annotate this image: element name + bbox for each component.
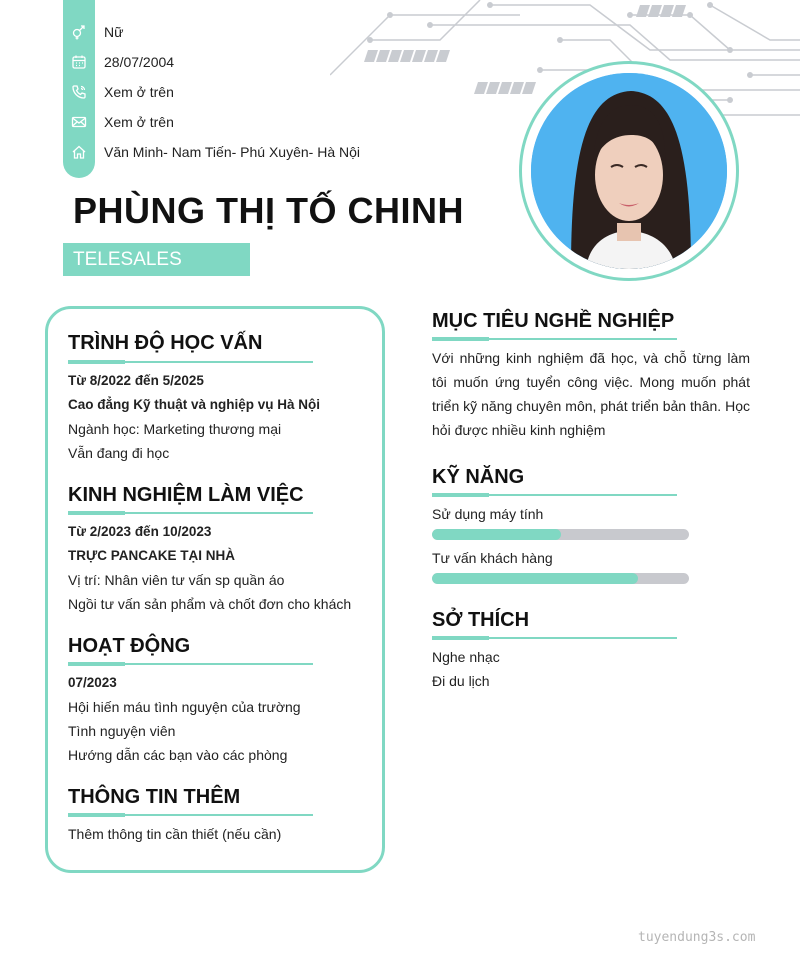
contact-birthdate — [63, 47, 483, 77]
education-underline — [68, 361, 313, 363]
phone-icon — [63, 77, 95, 107]
skill-bar-fill — [432, 529, 561, 540]
hobby-item: Nghe nhạc — [432, 649, 500, 665]
experience-company: TRỰC PANCAKE TẠI NHÀ — [68, 548, 235, 563]
skill-bar-fill — [432, 573, 638, 584]
email-icon — [63, 107, 95, 137]
activities-underline — [68, 663, 313, 665]
extra-underline — [68, 814, 313, 816]
education-title: TRÌNH ĐỘ HỌC VẤN — [68, 332, 263, 354]
position-badge: TELESALES — [63, 243, 250, 276]
contact-gender — [63, 17, 483, 47]
extra-title: THÔNG TIN THÊM — [68, 786, 241, 808]
avatar — [531, 73, 727, 269]
calendar-icon — [63, 47, 95, 77]
objective-text: Với những kinh nghiệm đã học, và chỗ từng làm tôi muốn ứng tuyển công việc. Mong muốn phát triển kỹ năng chuyên môn, phát triển bản thân. Học hỏi được nhiều kinh nghiệm — [432, 350, 750, 438]
skill-bar-track — [432, 529, 689, 540]
home-icon — [63, 137, 95, 167]
skill-label: Tư vấn khách hàng — [432, 550, 553, 566]
candidate-name: PHÙNG THỊ TỐ CHINH — [73, 190, 464, 231]
address-text: Văn Minh- Nam Tiến- Phú Xuyên- Hà Nội — [104, 144, 360, 160]
hobbies-title: SỞ THÍCH — [432, 609, 530, 631]
education-school: Cao đẳng Kỹ thuật và nghiệp vụ Hà Nội — [68, 397, 321, 412]
gender-icon — [63, 17, 95, 47]
objective-underline — [432, 338, 677, 340]
contact-phone — [63, 77, 483, 107]
skills-title: KỸ NĂNG — [432, 466, 525, 488]
extra-text: Thêm thông tin cần thiết (nếu cần) — [68, 826, 282, 842]
skill-label: Sử dụng máy tính — [432, 506, 544, 522]
education-period: Từ 8/2022 đến 5/2025 — [68, 373, 204, 388]
experience-period: Từ 2/2023 đến 10/2023 — [68, 524, 212, 539]
experience-underline — [68, 512, 313, 514]
experience-role: Vị trí: Nhân viên tư vấn sp quần áo — [68, 572, 285, 588]
hobby-item: Đi du lịch — [432, 673, 490, 689]
contact-address — [63, 137, 483, 167]
gender-text: Nữ — [104, 24, 124, 40]
objective-title: MỤC TIÊU NGHỀ NGHIỆP — [432, 310, 675, 332]
education-major: Ngành học: Marketing thương mại — [68, 421, 282, 437]
activity-item: Hội hiến máu tình nguyện của trường — [68, 699, 301, 715]
experience-desc: Ngồi tư vấn sản phẩm và chốt đơn cho khách — [68, 596, 352, 612]
birthdate-text: 28/07/2004 — [104, 54, 175, 70]
activity-item: Hướng dẫn các bạn vào các phòng — [68, 747, 288, 763]
skills-underline — [432, 494, 677, 496]
email-text: Xem ở trên — [104, 114, 174, 130]
contact-email — [63, 107, 483, 137]
activity-item: Tình nguyện viên — [68, 723, 176, 739]
activities-title: HOẠT ĐỘNG — [68, 635, 191, 657]
activities-period: 07/2023 — [68, 675, 117, 690]
experience-title: KINH NGHIỆM LÀM VIỆC — [68, 484, 304, 506]
hobbies-underline — [432, 637, 677, 639]
watermark: tuyendung3s.com — [638, 930, 756, 945]
skill-bar-track — [432, 573, 689, 584]
phone-text: Xem ở trên — [104, 84, 174, 100]
education-status: Vẫn đang đi học — [68, 445, 170, 461]
